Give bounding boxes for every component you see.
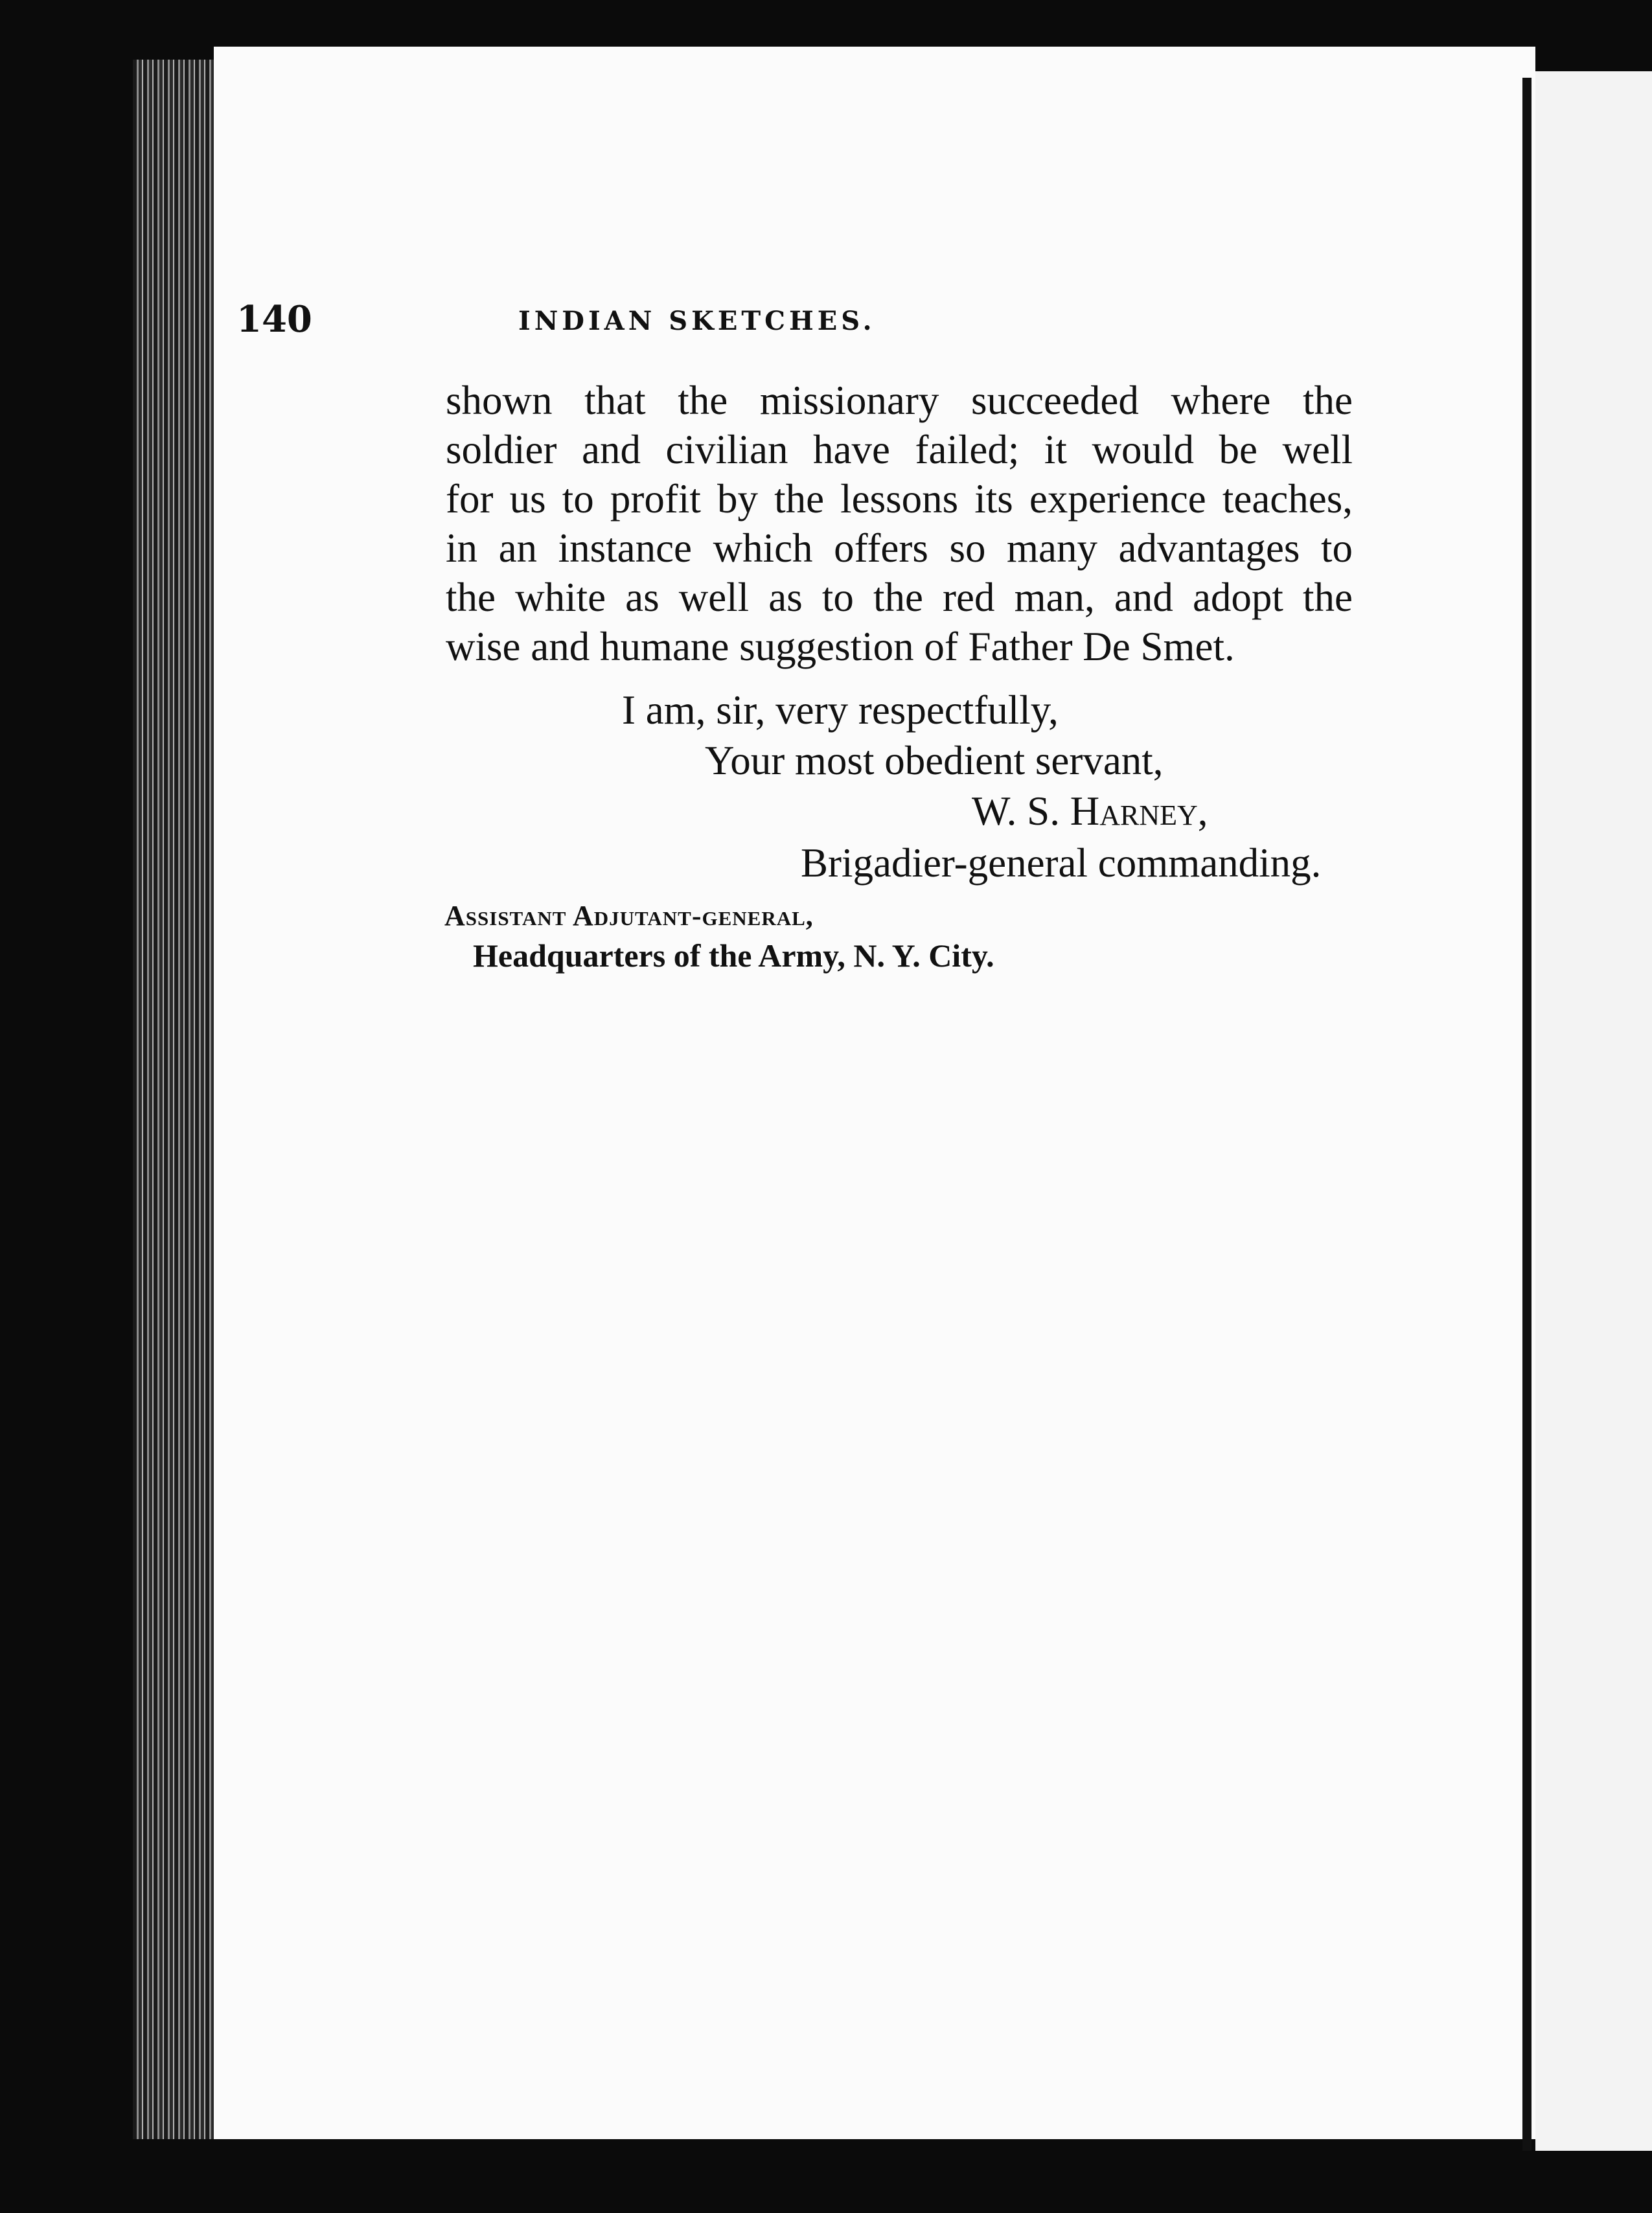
book-page bbox=[214, 47, 1535, 2139]
book-gutter bbox=[1522, 78, 1532, 2151]
signature: W. S. Harney, bbox=[972, 788, 1208, 834]
text-line: the white as well as to the red man, and adopt the bbox=[446, 575, 1353, 620]
page-number: 140 bbox=[236, 298, 312, 341]
body-paragraph bbox=[446, 376, 1353, 671]
text-line: shown that the missionary succeeded where the bbox=[446, 378, 1353, 423]
addressee-location: Headquarters of the Army, N. Y. City. bbox=[473, 937, 994, 974]
closing-salutation: I am, sir, very respectfully, bbox=[622, 687, 1059, 733]
text-line: in an instance which offers so many advantages to bbox=[446, 525, 1353, 571]
addressee-title: Assistant Adjutant-general, bbox=[444, 900, 814, 932]
closing-servant: Your most obedient servant, bbox=[705, 738, 1164, 783]
running-head: INDIAN SKETCHES. bbox=[518, 306, 876, 336]
signature-title: Brigadier-general commanding. bbox=[801, 840, 1322, 886]
text-line: wise and humane suggestion of Father De Smet. bbox=[446, 624, 1235, 669]
page-header bbox=[236, 298, 1357, 350]
facing-page-edge bbox=[1535, 71, 1652, 2151]
text-line: soldier and civilian have failed; it would be well bbox=[446, 427, 1353, 472]
text-line: for us to profit by the lessons its experience teaches, bbox=[446, 476, 1353, 522]
